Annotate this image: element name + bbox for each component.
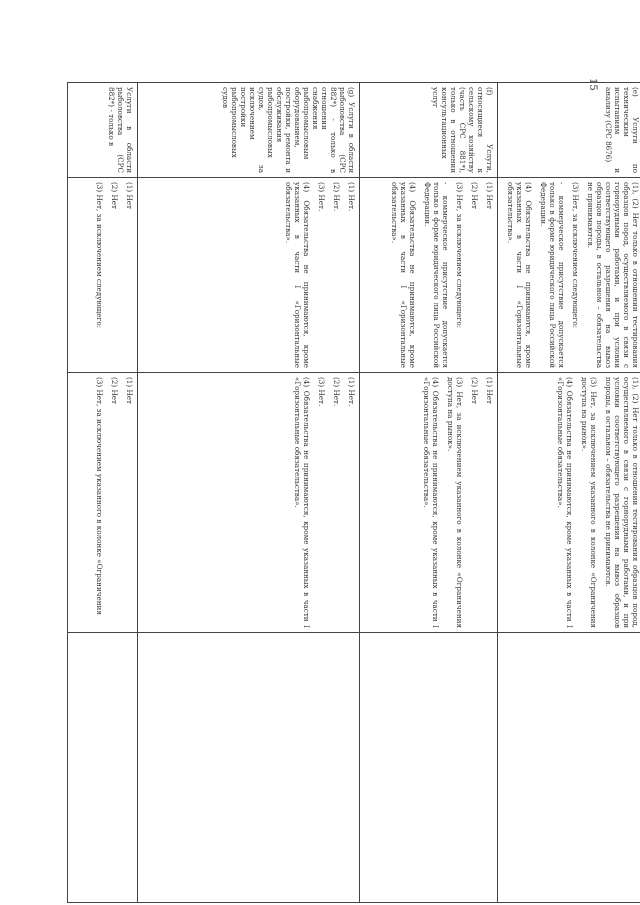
sector-cell: (g) Услуги в области рыболовства (CPC 882*) - только в отношении снабжения рыбопромысловым оборудованием, постройки, ремонта и обслуживания рыбопромысловых судов, за исключением постройки рыбопромысловых судов bbox=[138, 83, 360, 178]
commitment-paragraph: (2) Нет bbox=[110, 182, 119, 209]
commitment-paragraph: (3) Нет, за исключением указанного в колонке «Ограничения доступа на рынок». bbox=[580, 377, 598, 628]
table-row bbox=[498, 83, 640, 903]
additional-commitments-cell bbox=[360, 633, 498, 903]
table-row bbox=[68, 83, 138, 903]
sector-cell: Услуги в области рыболовства (CPC 882*) - только в bbox=[68, 83, 138, 178]
page-number: 15 bbox=[587, 78, 598, 91]
national-treatment-cell bbox=[360, 373, 498, 633]
market-access-cell bbox=[138, 178, 360, 373]
schedule-table-body bbox=[68, 83, 640, 903]
commitment-paragraph: (2) Нет bbox=[470, 377, 479, 404]
commitment-paragraph: (2) Нет bbox=[470, 182, 479, 209]
commitment-paragraph: (3) Нет, за исключением следующего: bbox=[455, 182, 464, 329]
table-row bbox=[360, 83, 498, 903]
commitment-paragraph: (2) Нет. bbox=[332, 377, 341, 407]
commitment-paragraph: (1) Нет. bbox=[347, 182, 356, 212]
table-row bbox=[138, 83, 360, 903]
market-access-cell bbox=[68, 178, 138, 373]
sector-cell: (e) Услуги по техническим испытаниям и анализу (CPC 8676) bbox=[498, 83, 640, 178]
commitment-paragraph: (1) Нет. bbox=[347, 377, 356, 407]
commitment-paragraph: (4) Обязательства не принимаются, кроме указанных в части I «Горизонтальные обязательства». bbox=[284, 182, 311, 368]
additional-commitments-cell bbox=[498, 633, 640, 903]
market-access-cell bbox=[498, 178, 640, 373]
commitment-paragraph: (1) Нет bbox=[125, 377, 134, 404]
commitment-paragraph: (3) Нет, за исключением указанного в колонке «Ограничения bbox=[95, 377, 104, 615]
commitment-paragraph: (1), (2) Нет только в отношении тестирования образцов пород, осуществляемого в связи с горнорудными работами, и при условии соответствующего разрешения на вывоз образцов породы, в остальном – обязательства не принимаются. bbox=[586, 182, 640, 368]
commitment-paragraph: - коммерческое присутствие допускается только в форме юридического лица Российской Федерации. bbox=[539, 182, 566, 368]
schedule-table bbox=[67, 82, 640, 903]
national-treatment-cell bbox=[498, 373, 640, 633]
commitment-paragraph: - коммерческое присутствие допускается только в форме юридического лица Российской Федерации. bbox=[423, 182, 450, 368]
commitment-paragraph: (2) Нет. bbox=[332, 182, 341, 212]
commitment-paragraph: (1), (2) Нет только в отношении тестирования образцов пород, осуществляемого в связи с горнорудными работами, и при условии соответствующего разрешения на вывоз образцов породы, в остальном – обязательства не принимаются. bbox=[604, 377, 640, 628]
additional-commitments-cell bbox=[68, 633, 138, 903]
commitment-paragraph: (3) Нет, за исключением следующего: bbox=[95, 182, 104, 329]
commitment-paragraph: (4) Обязательства не принимаются, кроме указанных в части I «Горизонтальные обязательства». bbox=[390, 182, 417, 368]
commitment-paragraph: (1) Нет bbox=[125, 182, 134, 209]
commitment-paragraph: (3) Нет. bbox=[317, 182, 326, 212]
commitment-paragraph: (1) Нет bbox=[485, 377, 494, 404]
additional-commitments-cell bbox=[138, 633, 360, 903]
commitment-paragraph: (3) Нет. bbox=[317, 377, 326, 407]
commitment-paragraph: (1) Нет bbox=[485, 182, 494, 209]
commitment-paragraph: (3) Нет, за исключением указанного в колонке «Ограничения доступа на рынок». bbox=[446, 377, 464, 628]
schedule-table-rotated bbox=[84, 82, 640, 902]
sector-cell: (f) Услуги, относящиеся к сельскому хозяйству (часть CPC 881*), только в отношении консультационных услуг bbox=[360, 83, 498, 178]
market-access-cell bbox=[360, 178, 498, 373]
commitment-paragraph: (4) Обязательства не принимаются, кроме указанных в части I «Горизонтальные обязательства». bbox=[293, 377, 311, 628]
national-treatment-cell bbox=[68, 373, 138, 633]
national-treatment-cell bbox=[138, 373, 360, 633]
commitment-paragraph: (3) Нет, за исключением следующего: bbox=[571, 182, 580, 329]
commitment-paragraph: (4) Обязательства не принимаются, кроме указанных в части I «Горизонтальные обязательства». bbox=[506, 182, 533, 368]
commitment-paragraph: (4) Обязательства не принимаются, кроме указанных в части I «Горизонтальные обязательства». bbox=[422, 377, 440, 628]
commitment-paragraph: (2) Нет bbox=[110, 377, 119, 404]
commitment-paragraph: (4) Обязательства не принимаются, кроме указанных в части I «Горизонтальные обязательства». bbox=[556, 377, 574, 628]
